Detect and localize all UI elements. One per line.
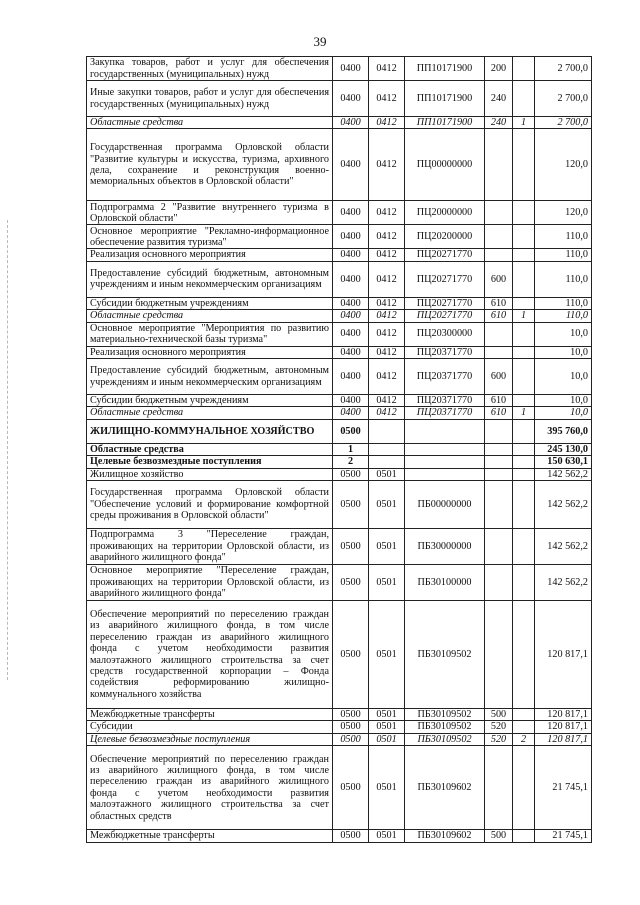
section-code: 0400: [333, 129, 369, 201]
subsection-code: 0412: [369, 249, 405, 261]
section-code: 0400: [333, 359, 369, 395]
amount: 120 817,1: [535, 721, 592, 733]
section-code: 0400: [333, 225, 369, 249]
funding-source-code: [513, 297, 535, 309]
expense-type-code: [485, 529, 513, 565]
subsection-code: 0412: [369, 129, 405, 201]
binding-margin-line: [7, 220, 9, 680]
table-row: [87, 709, 592, 721]
row-name: Подпрограмма 3 "Переселение граждан, проживающих на территории Орловской области, из аварийного жилищного фонда": [87, 529, 333, 565]
table-row: [87, 565, 592, 601]
funding-source-code: [513, 601, 535, 709]
target-article-code: ПЦ20371770: [405, 407, 485, 419]
subsection-code: 0501: [369, 746, 405, 830]
table-row: [87, 81, 592, 117]
amount: 110,0: [535, 297, 592, 309]
subsection-code: 0501: [369, 529, 405, 565]
expense-type-code: [485, 746, 513, 830]
target-article-code: ПЦ20371770: [405, 395, 485, 407]
row-name: Областные средства: [87, 310, 333, 322]
target-article-code: ПЦ00000000: [405, 129, 485, 201]
section-code: 0400: [333, 322, 369, 346]
funding-source-code: [513, 57, 535, 81]
expense-type-code: [485, 419, 513, 443]
section-code: 0400: [333, 297, 369, 309]
subsection-code: 0412: [369, 201, 405, 225]
expense-type-code: [485, 322, 513, 346]
expense-type-code: 610: [485, 407, 513, 419]
table-row: [87, 733, 592, 745]
amount: 245 130,0: [535, 443, 592, 455]
table-row: [87, 129, 592, 201]
subsection-code: 0412: [369, 310, 405, 322]
subsection-code: 0412: [369, 225, 405, 249]
row-name: Закупка товаров, работ и услуг для обеспечения государственных (муниципальных) нужд: [87, 57, 333, 81]
table-row: [87, 407, 592, 419]
funding-source-code: [513, 346, 535, 358]
row-name: Иные закупки товаров, работ и услуг для обеспечения государственных (муниципальных) нужд: [87, 81, 333, 117]
target-article-code: ПБ30109502: [405, 601, 485, 709]
funding-source-code: [513, 529, 535, 565]
amount: 142 562,2: [535, 468, 592, 480]
subsection-code: 0501: [369, 565, 405, 601]
subsection-code: 0412: [369, 359, 405, 395]
expense-type-code: 600: [485, 359, 513, 395]
row-name: Субсидии бюджетным учреждениям: [87, 395, 333, 407]
funding-source-code: [513, 721, 535, 733]
funding-source-code: [513, 129, 535, 201]
funding-source-code: [513, 456, 535, 468]
row-name: Обеспечение мероприятий по переселению граждан из аварийного жилищного фонда, в том числе переселению граждан из аварийного жилищного фонда с учетом необходимости развития малоэтажного жилищного строительства за счет средств государственной корпорации – Фонда содействия реформированию жилищно-коммунального хозяйства: [87, 601, 333, 709]
section-code: 0500: [333, 481, 369, 529]
subsection-code: 0501: [369, 601, 405, 709]
table-row: [87, 322, 592, 346]
funding-source-code: 2: [513, 733, 535, 745]
target-article-code: ПБ30109502: [405, 709, 485, 721]
expense-type-code: [485, 129, 513, 201]
section-code: 0500: [333, 733, 369, 745]
target-article-code: ПП10171900: [405, 81, 485, 117]
expense-type-code: 610: [485, 310, 513, 322]
section-code: 0500: [333, 419, 369, 443]
amount: 10,0: [535, 395, 592, 407]
subsection-code: [369, 456, 405, 468]
target-article-code: ПЦ20271770: [405, 310, 485, 322]
target-article-code: ПП10171900: [405, 57, 485, 81]
table-row: [87, 601, 592, 709]
funding-source-code: [513, 481, 535, 529]
section-code: 0400: [333, 407, 369, 419]
amount: 110,0: [535, 261, 592, 297]
section-code: 0400: [333, 201, 369, 225]
subsection-code: 0412: [369, 81, 405, 117]
amount: 10,0: [535, 346, 592, 358]
target-article-code: ПЦ20271770: [405, 297, 485, 309]
funding-source-code: [513, 443, 535, 455]
target-article-code: ПП10171900: [405, 117, 485, 129]
subsection-code: 0501: [369, 468, 405, 480]
row-name: Реализация основного мероприятия: [87, 346, 333, 358]
section-code: 0400: [333, 249, 369, 261]
expense-type-code: [485, 565, 513, 601]
expense-type-code: 500: [485, 709, 513, 721]
row-name: Реализация основного мероприятия: [87, 249, 333, 261]
subsection-code: 0501: [369, 721, 405, 733]
expense-type-code: [485, 201, 513, 225]
amount: 2 700,0: [535, 81, 592, 117]
amount: 110,0: [535, 310, 592, 322]
section-code: 2: [333, 456, 369, 468]
section-code: 0400: [333, 261, 369, 297]
subsection-code: 0501: [369, 733, 405, 745]
row-name: Межбюджетные трансферты: [87, 830, 333, 842]
amount: 10,0: [535, 322, 592, 346]
funding-source-code: [513, 830, 535, 842]
table-row: [87, 359, 592, 395]
row-name: Целевые безвозмездные поступления: [87, 456, 333, 468]
row-name: Государственная программа Орловской области "Развитие культуры и искусства, туризма, архивного дела, сохранение и реконструкция военно-мемориальных объектов в Орловской области": [87, 129, 333, 201]
expense-type-code: [485, 249, 513, 261]
funding-source-code: [513, 201, 535, 225]
row-name: Основное мероприятие "Переселение граждан, проживающих на территории Орловской области, из аварийного жилищного фонда": [87, 565, 333, 601]
target-article-code: [405, 419, 485, 443]
section-code: 0500: [333, 601, 369, 709]
table-row: [87, 529, 592, 565]
amount: 110,0: [535, 225, 592, 249]
amount: 10,0: [535, 407, 592, 419]
amount: 150 630,1: [535, 456, 592, 468]
table-row: [87, 456, 592, 468]
target-article-code: ПБ30109502: [405, 721, 485, 733]
target-article-code: [405, 456, 485, 468]
subsection-code: 0412: [369, 297, 405, 309]
page-number: 39: [313, 34, 327, 49]
section-code: 0500: [333, 709, 369, 721]
subsection-code: 0501: [369, 830, 405, 842]
table-row: [87, 57, 592, 81]
table-row: [87, 310, 592, 322]
table-row: [87, 830, 592, 842]
row-name: Предоставление субсидий бюджетным, автономным учреждениям и иным некоммерческим организациям: [87, 359, 333, 395]
subsection-code: 0501: [369, 481, 405, 529]
expense-type-code: [485, 225, 513, 249]
table-row: [87, 297, 592, 309]
funding-source-code: [513, 81, 535, 117]
row-name: Жилищное хозяйство: [87, 468, 333, 480]
amount: 120,0: [535, 201, 592, 225]
section-code: 0400: [333, 395, 369, 407]
row-name: Предоставление субсидий бюджетным, автономным учреждениям и иным некоммерческим организациям: [87, 261, 333, 297]
funding-source-code: [513, 746, 535, 830]
expense-type-code: [485, 601, 513, 709]
target-article-code: ПЦ20371770: [405, 346, 485, 358]
expense-type-code: 600: [485, 261, 513, 297]
target-article-code: ПЦ20200000: [405, 225, 485, 249]
row-name: Основное мероприятие "Рекламно-информационное обеспечение развития туризма": [87, 225, 333, 249]
row-name: Субсидии: [87, 721, 333, 733]
funding-source-code: [513, 395, 535, 407]
row-name: Государственная программа Орловской области "Обеспечение условий и формирование комфортной среды проживания в Орловской области": [87, 481, 333, 529]
funding-source-code: [513, 709, 535, 721]
row-name: Областные средства: [87, 407, 333, 419]
subsection-code: 0412: [369, 117, 405, 129]
target-article-code: ПЦ20371770: [405, 359, 485, 395]
subsection-code: 0412: [369, 346, 405, 358]
amount: 142 562,2: [535, 481, 592, 529]
target-article-code: [405, 443, 485, 455]
amount: 395 760,0: [535, 419, 592, 443]
expense-type-code: 610: [485, 297, 513, 309]
section-code: 0400: [333, 81, 369, 117]
budget-table: [86, 56, 592, 843]
row-name: Целевые безвозмездные поступления: [87, 733, 333, 745]
table-row: [87, 746, 592, 830]
row-name: Областные средства: [87, 117, 333, 129]
funding-source-code: [513, 359, 535, 395]
section-code: 0500: [333, 529, 369, 565]
target-article-code: ПЦ20271770: [405, 261, 485, 297]
amount: 110,0: [535, 249, 592, 261]
expense-type-code: 610: [485, 395, 513, 407]
expense-type-code: 240: [485, 117, 513, 129]
expense-type-code: 200: [485, 57, 513, 81]
amount: 21 745,1: [535, 746, 592, 830]
subsection-code: 0412: [369, 407, 405, 419]
section-code: 0500: [333, 565, 369, 601]
amount: 21 745,1: [535, 830, 592, 842]
target-article-code: ПБ30109602: [405, 830, 485, 842]
table-row: [87, 419, 592, 443]
target-article-code: ПБ30100000: [405, 565, 485, 601]
amount: 10,0: [535, 359, 592, 395]
target-article-code: ПБ00000000: [405, 481, 485, 529]
subsection-code: [369, 419, 405, 443]
subsection-code: 0412: [369, 322, 405, 346]
expense-type-code: [485, 468, 513, 480]
funding-source-code: [513, 565, 535, 601]
expense-type-code: [485, 443, 513, 455]
expense-type-code: [485, 481, 513, 529]
amount: 120,0: [535, 129, 592, 201]
funding-source-code: [513, 419, 535, 443]
section-code: 1: [333, 443, 369, 455]
amount: 2 700,0: [535, 117, 592, 129]
table-row: [87, 249, 592, 261]
table-row: [87, 443, 592, 455]
funding-source-code: 1: [513, 407, 535, 419]
section-code: 0500: [333, 830, 369, 842]
target-article-code: ПЦ20271770: [405, 249, 485, 261]
funding-source-code: [513, 225, 535, 249]
section-code: 0400: [333, 57, 369, 81]
section-code: 0400: [333, 310, 369, 322]
amount: 120 817,1: [535, 601, 592, 709]
subsection-code: 0412: [369, 57, 405, 81]
row-name: Межбюджетные трансферты: [87, 709, 333, 721]
section-code: 0500: [333, 721, 369, 733]
target-article-code: ПБ30000000: [405, 529, 485, 565]
section-code: 0400: [333, 346, 369, 358]
target-article-code: ПЦ20300000: [405, 322, 485, 346]
target-article-code: ПБ30109502: [405, 733, 485, 745]
funding-source-code: [513, 249, 535, 261]
expense-type-code: 500: [485, 830, 513, 842]
row-name: Подпрограмма 2 "Развитие внутреннего туризма в Орловской области": [87, 201, 333, 225]
row-name: Основное мероприятие "Мероприятия по развитию материально-технической базы туризма": [87, 322, 333, 346]
funding-source-code: [513, 322, 535, 346]
target-article-code: ПБ30109602: [405, 746, 485, 830]
row-name: ЖИЛИЩНО-КОММУНАЛЬНОЕ ХОЗЯЙСТВО: [87, 419, 333, 443]
table-row: [87, 261, 592, 297]
target-article-code: [405, 468, 485, 480]
table-row: [87, 481, 592, 529]
amount: 142 562,2: [535, 529, 592, 565]
amount: 2 700,0: [535, 57, 592, 81]
table-row: [87, 225, 592, 249]
section-code: 0400: [333, 117, 369, 129]
subsection-code: 0412: [369, 261, 405, 297]
table-row: [87, 117, 592, 129]
expense-type-code: [485, 346, 513, 358]
funding-source-code: [513, 261, 535, 297]
section-code: 0500: [333, 468, 369, 480]
subsection-code: [369, 443, 405, 455]
funding-source-code: 1: [513, 310, 535, 322]
funding-source-code: 1: [513, 117, 535, 129]
row-name: Субсидии бюджетным учреждениям: [87, 297, 333, 309]
amount: 120 817,1: [535, 733, 592, 745]
table-row: [87, 201, 592, 225]
expense-type-code: 240: [485, 81, 513, 117]
expense-type-code: [485, 456, 513, 468]
amount: 120 817,1: [535, 709, 592, 721]
table-row: [87, 395, 592, 407]
row-name: Обеспечение мероприятий по переселению граждан из аварийного жилищного фонда, в том числе переселению граждан из аварийного жилищного фонда с учетом необходимости развития малоэтажного жилищного строительства за счет областных средств: [87, 746, 333, 830]
section-code: 0500: [333, 746, 369, 830]
subsection-code: 0501: [369, 709, 405, 721]
row-name: Областные средства: [87, 443, 333, 455]
subsection-code: 0412: [369, 395, 405, 407]
target-article-code: ПЦ20000000: [405, 201, 485, 225]
table-row: [87, 346, 592, 358]
table-row: [87, 468, 592, 480]
funding-source-code: [513, 468, 535, 480]
table-row: [87, 721, 592, 733]
expense-type-code: 520: [485, 721, 513, 733]
expense-type-code: 520: [485, 733, 513, 745]
amount: 142 562,2: [535, 565, 592, 601]
